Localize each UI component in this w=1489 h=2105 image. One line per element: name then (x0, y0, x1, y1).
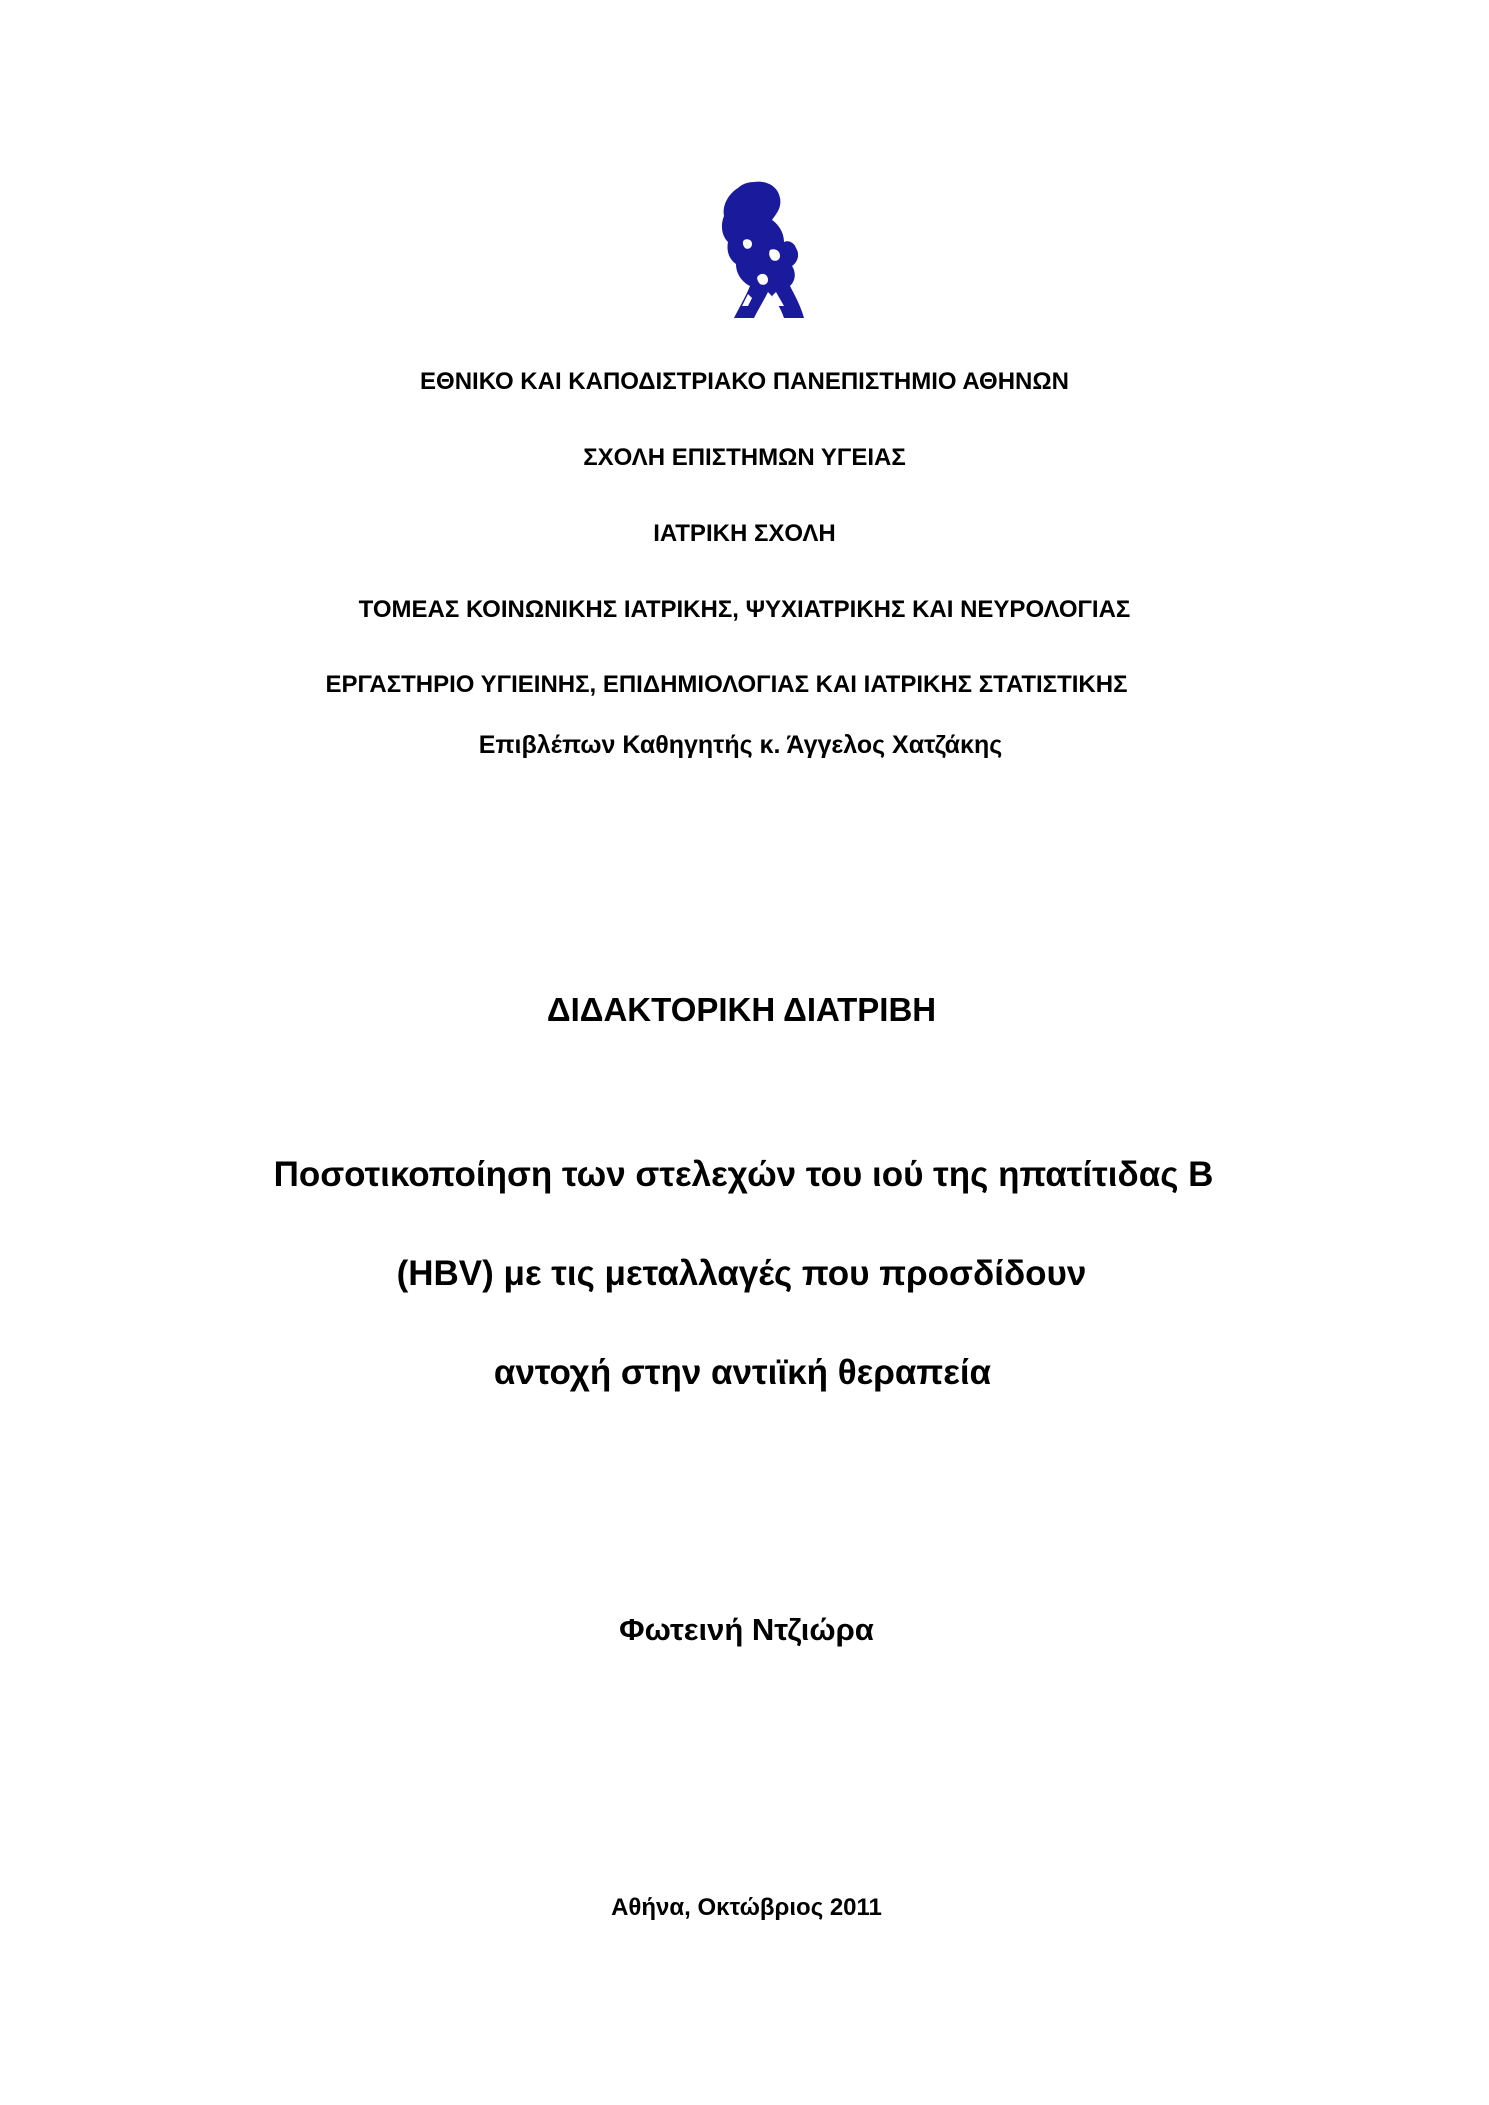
thesis-title-line-3: αντοχή στην αντιϊκή θεραπεία (493, 1353, 992, 1392)
document-type: ΔΙΔΑΚΤΟΡΙΚΗ ΔΙΑΤΡΙΒΗ (546, 991, 937, 1028)
thesis-title-line-2: (HBV) με τις μεταλλαγές που προσδίδουν (396, 1254, 1087, 1293)
university-name: ΕΘΝΙΚΟ ΚΑΙ ΚΑΠΟΔΙΣΤΡΙΑΚΟ ΠΑΝΕΠΙΣΤΗΜΙΟ ΑΘΗΝΩΝ (420, 368, 1069, 395)
faculty-name: ΙΑΤΡΙΚΗ ΣΧΟΛΗ (653, 520, 836, 547)
department-name: ΤΟΜΕΑΣ ΚΟΙΝΩΝΙΚΗΣ ΙΑΤΡΙΚΗΣ, ΨΥΧΙΑΤΡΙΚΗΣ ΚΑΙ ΝΕΥΡΟΛΟΓΙΑΣ (358, 596, 1131, 623)
thesis-title-line-1: Ποσοτικοποίηση των στελεχών του ιού της ηπατίτιδας Β (273, 1155, 1214, 1194)
athena-head-icon (714, 180, 806, 320)
school-name: ΣΧΟΛΗ ΕΠΙΣΤΗΜΩΝ ΥΓΕΙΑΣ (583, 444, 906, 471)
supervisor-line: Επιβλέπων Καθηγητής κ. Άγγελος Χατζάκης (478, 731, 1003, 759)
laboratory-name: ΕΡΓΑΣΤΗΡΙΟ ΥΓΙΕΙΝΗΣ, ΕΠΙΔΗΜΙΟΛΟΓΙΑΣ ΚΑΙ ΙΑΤΡΙΚΗΣ ΣΤΑΤΙΣΤΙΚΗΣ (325, 671, 1128, 698)
author-name: Φωτεινή Ντζιώρα (619, 1612, 874, 1647)
place-date: Αθήνα, Οκτώβριος 2011 (611, 1894, 882, 1921)
